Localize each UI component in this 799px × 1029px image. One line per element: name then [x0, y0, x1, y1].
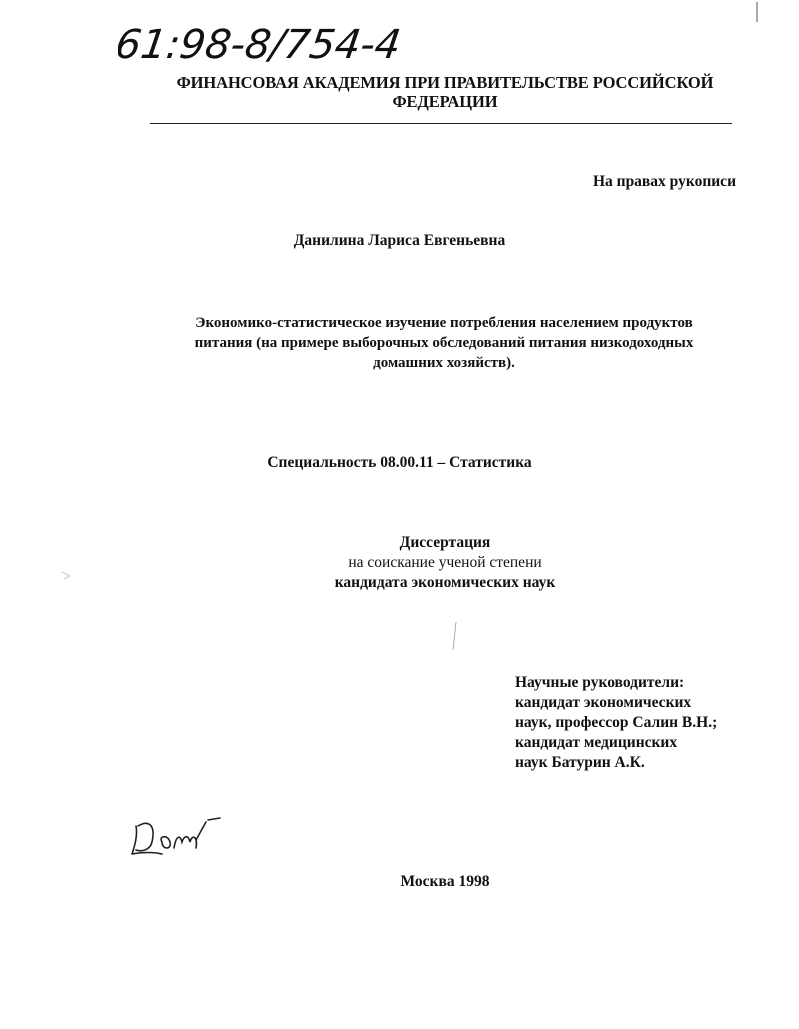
rights-note: На правах рукописи [592, 173, 736, 190]
advisors-heading: Научные руководители: [515, 674, 685, 691]
header-divider [150, 123, 732, 124]
scientific-advisors [515, 673, 755, 773]
title-line: Экономико-статистическое изучение потребления населением продуктов [195, 315, 693, 331]
advisor-line: наук, профессор Салин В.Н.; [515, 714, 718, 731]
degree-line: Диссертация [399, 534, 491, 551]
degree-line: на соискание ученой степени [348, 554, 542, 571]
advisor-line: кандидат медицинских [515, 734, 678, 751]
title-line: питания (на примере выборочных обследований питания низкодоходных [194, 335, 694, 351]
dissertation-title [150, 313, 738, 373]
title-line: домашних хозяйств). [373, 355, 515, 371]
dissertation-degree [245, 533, 645, 593]
city-year: Москва 1998 [400, 873, 490, 890]
advisor-line: наук Батурин А.К. [515, 754, 645, 771]
degree-line: кандидата экономических наук [334, 574, 556, 591]
handwritten-signature [128, 812, 228, 862]
organization-name: ФИНАНСОВАЯ АКАДЕМИЯ ПРИ ПРАВИТЕЛЬСТВЕ РОССИЙСКОЙ ФЕДЕРАЦИИ [176, 73, 714, 111]
specialty: Специальность 08.00.11 – Статистика [267, 454, 532, 471]
handwritten-catalog-number [118, 14, 458, 74]
author-name: Данилина Лариса Евгеньевна [293, 232, 506, 249]
advisor-line: кандидат экономических [515, 694, 692, 711]
catalog-number-text: 61:98-8/754-4 [118, 22, 404, 68]
